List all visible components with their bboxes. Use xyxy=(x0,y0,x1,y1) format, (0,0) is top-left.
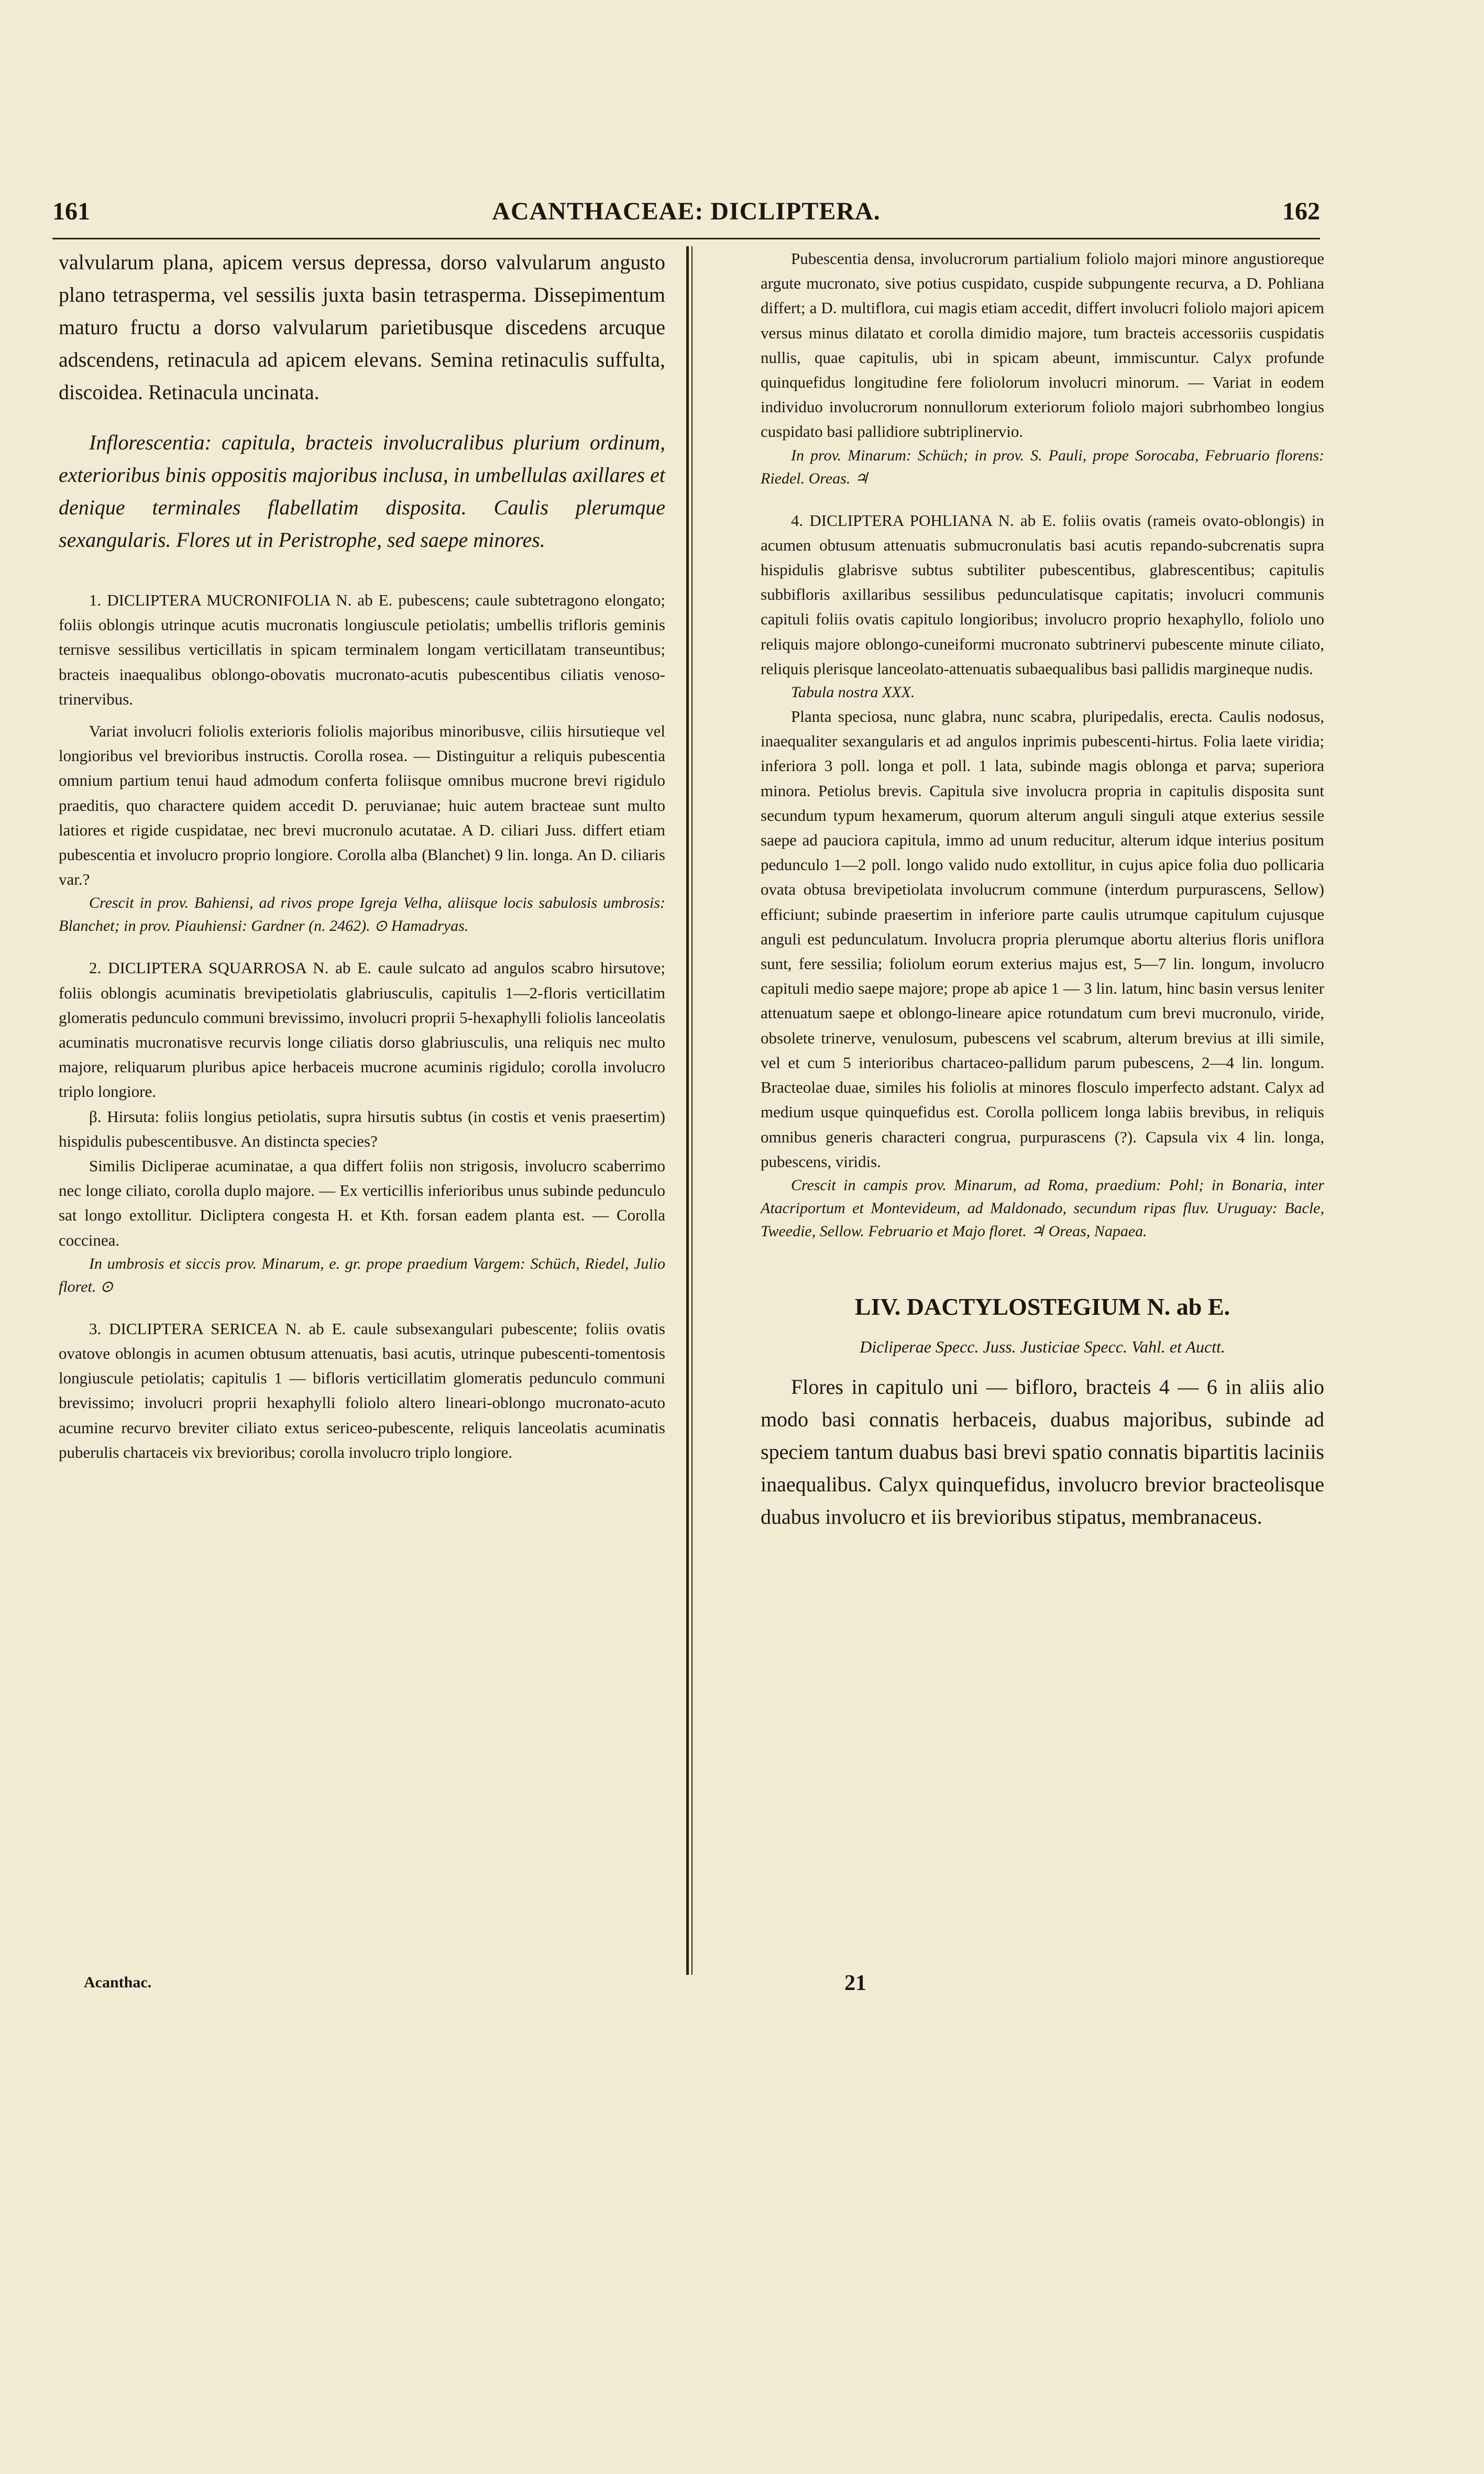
right-paragraph-1: Pubescentia densa, involucrorum partialium foliolo majori minore angustioreque argute mucronato, sive potius cuspidato, cuspide subpungente recurva, a D. Pohliana differt; a D. multiflora, cui magis etiam accedit, differt involucri foliolo majori apicem versus minus dilatato et corolla dimidio majore, tum bracteis accessoriis cuspidatis nullis, quae capitulis, ubi in spicam abeunt, immiscuntur. Calyx profunde quinquefidus longitudine fere foliolorum involucri minorum. — Variat in eodem individuo involucrorum nonnullorum exteriorum foliolo majori subrhombeo longius cuspidato basi pallidiore subtriplinervio. xyxy=(761,249,1324,441)
right-column xyxy=(761,246,1324,1533)
running-title: ACANTHACEAE: DICLIPTERA. xyxy=(492,197,881,225)
species-1-heading: 1. DICLIPTERA MUCRONIFOLIA N. ab E. pubescens; caule subtetragono elongato; foliis oblongis utrinque acutis mucronatis longiuscule petiolatis; umbellis trifloris geminis ternisve sessilibus verticillatis in spicam terminalem longam verticillatam transeuntibus; bracteis inaequalibus oblongo-obovatis mucronato-acutis pubescentibus ciliatis venoso-trinervibus. xyxy=(59,591,665,708)
species-2-locality: In umbrosis et siccis prov. Minarum, e. gr. prope praedium Vargem: Schüch, Riedel, Julio floret. ⊙ xyxy=(59,1255,665,1295)
inflorescence-paragraph: Inflorescentia: capitula, bracteis involucralibus plurium ordinum, exterioribus binis oppositis majoribus inclusa, in umbellulas axillares et denique terminales flabellatim disposita. Caulis plerumque sexangularis. Flores ut in Peristrophe, sed saepe minores. xyxy=(59,431,665,552)
left-paragraph-1: valvularum plana, apicem versus depressa, dorso valvularum angusto plano tetrasperma, vel sessilis juxta basin tetrasperma. Dissepimentum maturo fructu a dorso valvularum parietibusque discedens arcuque adscendens, retinacula ad apicem elevans. Semina retinaculis suffulta, discoidea. Retinacula uncinata. xyxy=(59,250,665,404)
page-number-right: 162 xyxy=(1282,197,1320,225)
signature-mark-right: 21 xyxy=(844,1971,866,1995)
species-2-variety: β. Hirsuta: foliis longius petiolatis, supra hirsutis subtus (in costis et venis praesertim) hispidulis pubescentibusve. An distincta species? xyxy=(59,1107,665,1150)
species-1-description: Variat involucri foliolis exterioris foliolis majoribus minoribusve, ciliis hirsutieque vel longioribus vel brevioribus instructis. Corolla rosea. — Distinguitur a reliquis pubescentia omnium partium tenui haud admodum conferta foliisque omnibus mucrone brevi rigidulo praeditis, quo charactere quidem accedit D. peruvianae; huic autem bracteae sunt multo latiores et rigide cuspidatae, nec brevi mucronulo acutatae. A D. ciliari Juss. differt etiam pubescentia et involucro proprio longiore. Corolla alba (Blanchet) 9 lin. longa. An D. ciliaris var.? xyxy=(59,722,665,889)
left-column xyxy=(59,246,665,1465)
species-2-heading: 2. DICLIPTERA SQUARROSA N. ab E. caule sulcato ad angulos scabro hirsutove; foliis oblongis acuminatis brevipetiolatis glabriusculis, capitulis 1—2-floris verticillatim glomeratis pedunculo communi brevissimo, involucri proprii 5-hexaphylli foliolis lanceolatis acuminatis mucronatisve recurvis longe ciliatis dorso glabriusculis, una reliquis nec multo majore, reliquarum pluribus apice herbaceis mucrone acuminis rigidulo; corolla involucro triplo longiore. xyxy=(59,959,665,1101)
species-3-heading: 3. DICLIPTERA SERICEA N. ab E. caule subsexangulari pubescente; foliis ovatis ovatove oblongis in acumen obtusum attenuatis, basi acutis, utrinque pubescenti-tomentosis longiuscule petiolatis; capitulis 1 — bifloris verticillatim glomeratis pedunculo communi brevissimo; involucri proprii hexaphylli foliolo altero lineari-oblongo mucronato-acuto acumine recurvo breviter ciliato extus sericeo-pubescente, reliquis lanceolatis acuminatis puberulis chartaceis vix brevioribus; corolla involucro triplo longiore. xyxy=(59,1319,665,1461)
page-number-left: 161 xyxy=(52,197,90,225)
species-4-description: Planta speciosa, nunc glabra, nunc scabra, pluripedalis, erecta. Caulis nodosus, inaequaliter sexangularis et ad angulos inprimis pubescenti-hirtus. Folia laete viridia; inferiora 3 poll. longa et poll. 1 lata, subinde magis oblonga et parva; superiora minora. Petiolus brevis. Capitula sive involucra propria in capitulis disposita sunt secundum typum hexamerum, quorum alterum anguli singuli atque exterius sessile saepe ad pauciora capitula, immo ad unum reducitur, alterum idque interius positum pedunculo 1—2 poll. longo valido nudo extollitur, in cujus apice folia duo pollicaria ovata obtusa brevipetiolata involucrum commune (interdum purpurascens, Sellow) efficiunt; subinde praesertim in inferiore parte caulis utrumque capitulum cujusque anguli est pedunculatum. Involucra propria plerumque abortu alterius floris uniflora sunt, fere sessilia; foliolum eorum exterius majus est, 5—7 lin. longum, involucro capituli medio saepe majore; prope ab apice 1 — 3 lin. latum, hinc basin versus leniter attenuatum saepe et oblongo-lineare apice rotundatum cum brevi mucronulo, viride, obsolete trinerve, venulosum, pubescens vel scabrum, alterum brevius at illi simile, vel et cum 5 interioribus chartaceo-pallidum parum pubescens, 2—4 lin. longum. Bracteolae duae, similes his foliolis at minores flosculo imperfecto adstant. Calyx ad medium usque quinquefidus est. Corolla pollicem longa labiis brevibus, in reliquis omnibus generis characteri congrua, purpurascens (?). Capsula vix 4 lin. longa, pubescens, viridis. xyxy=(761,707,1324,1171)
species-2-description: Similis Dicliperae acuminatae, a qua differt foliis non strigosis, involucro scaberrimo nec longe ciliato, corolla duplo majore. — Ex verticillis inferioribus unus subinde pedunculo sat longo extollitur. Dicliptera congesta H. et Kth. forsan eadem planta est. — Corolla coccinea. xyxy=(59,1157,665,1249)
column-divider xyxy=(686,246,689,1975)
header-rule xyxy=(52,238,1320,239)
genus-title: LIV. DACTYLOSTEGIUM N. ab E. xyxy=(854,1293,1230,1320)
running-header xyxy=(52,197,1320,234)
genus-synonyms: Dicliperae Specc. Juss. Justiciae Specc. Vahl. et Auctt. xyxy=(860,1337,1225,1356)
right-locality-1: In prov. Minarum: Schüch; in prov. S. Pauli, prope Sorocaba, Februario florens: Riedel. Oreas. ♃ xyxy=(761,446,1324,487)
signature-mark-left: Acanthac. xyxy=(84,1974,152,1991)
species-4-heading: 4. DICLIPTERA POHLIANA N. ab E. foliis ovatis (rameis ovato-oblongis) in acumen obtusum attenuatis submucronulatis basi acutis repando-subcrenatis supra hispidulis glabrisve subtus subtiliter pubescentibus, glabrescentibus; capitulis subbifloris axillaribus sessilibus pedunculatisque capitatis; involucri communis capituli foliis ovatis capitulo longioribus; involucro proprio hexaphyllo, foliolo uno reliquis majore oblongo-cuneiformi mucronato subtrinervi pubescente minute ciliato, reliquis plerisque lanceolato-attenuatis subaequalibus basi pallidis margineque nudis. xyxy=(761,511,1324,678)
column-divider-thin xyxy=(691,246,692,1975)
genus-description: Flores in capitulo uni — bifloro, bracteis 4 — 6 in aliis alio modo basi connatis herbaceis, duabus majoribus, subinde ad speciem tantum duabus basi brevi spatio connatis bipartitis laciniis inaequalibus. Calyx quinquefidus, involucro brevior bracteolisque duabus involucro et iis brevioribus stipatus, membranaceus. xyxy=(761,1375,1324,1529)
species-4-plate-reference: Tabula nostra XXX. xyxy=(791,684,915,701)
species-1-locality: Crescit in prov. Bahiensi, ad rivos prope Igreja Velha, aliisque locis sabulosis umbrosis: Blanchet; in prov. Piauhiensi: Gardner (n. 2462). ⊙ Hamadryas. xyxy=(59,894,665,935)
species-4-locality: Crescit in campis prov. Minarum, ad Roma, praedium: Pohl; in Bonaria, inter Atacriportum et Montevideum, ad Maldonado, secundum ripas fluv. Uruguay: Bacle, Tweedie, Sellow. Februario et Majo floret. ♃ Oreas, Napaea. xyxy=(761,1176,1324,1240)
